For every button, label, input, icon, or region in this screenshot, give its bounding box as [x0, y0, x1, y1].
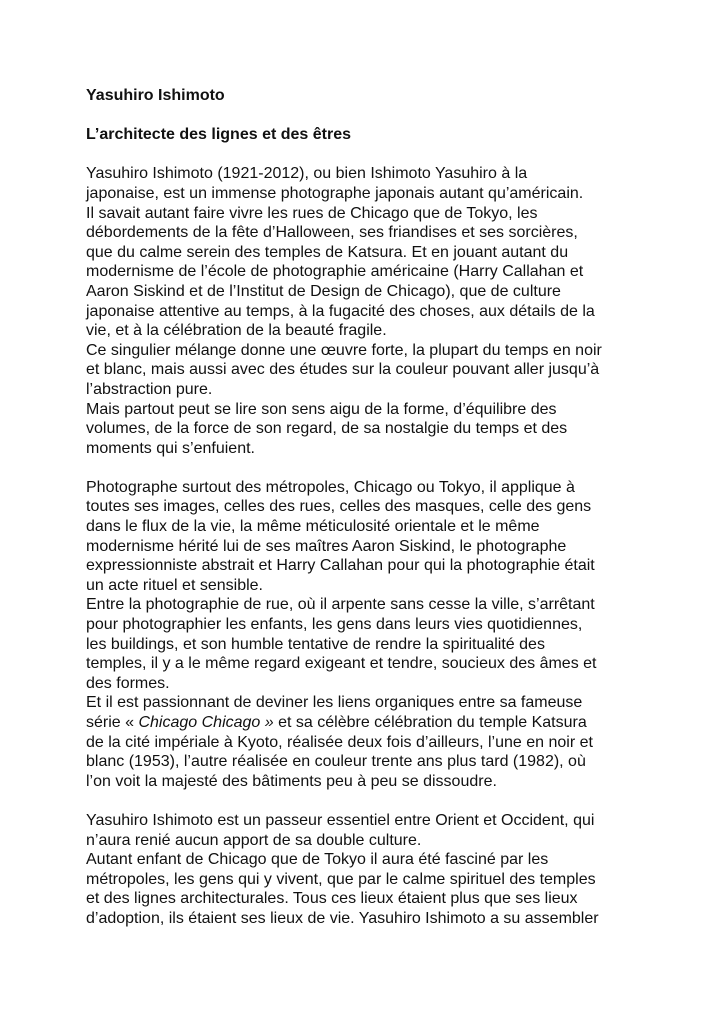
text-line: modernisme hérité lui de ses maîtres Aaron Siskind, le photographe: [86, 537, 567, 555]
paragraph: [86, 400, 646, 459]
text-line: un acte rituel et sensible.: [86, 576, 263, 594]
text-line: et des lignes architecturales. Tous ces lieux étaient plus que ses lieux: [86, 890, 578, 908]
text-line: blanc (1953), l’autre réalisée en couleur trente ans plus tard (1982), où: [86, 753, 586, 771]
document-title: Yasuhiro Ishimoto: [86, 87, 225, 104]
text-line: des formes.: [86, 674, 170, 692]
paragraph: [86, 164, 646, 340]
document-subtitle: L’architecte des lignes et des êtres: [86, 126, 352, 144]
text-line: moments qui s’enfuient.: [86, 439, 255, 457]
text-line: modernisme de l’école de photographie américaine (Harry Callahan et: [86, 263, 584, 281]
paragraph: [86, 341, 646, 400]
text-line: l’on voit la majesté des bâtiments peu à peu se dissoudre.: [86, 772, 497, 790]
text-line: débordements de la fête d’Halloween, ses friandises et ses sorcières,: [86, 224, 578, 242]
text-line: Yasuhiro Ishimoto est un passeur essentiel entre Orient et Occident, qui: [86, 811, 595, 829]
section-3: [86, 811, 646, 929]
text-line: pour photographier les enfants, les gens dans leurs vies quotidiennes,: [86, 616, 583, 634]
text-line: dans le flux de la vie, la même méticulosité orientale et le même: [86, 518, 540, 536]
text-line: n’aura renié aucun apport de sa double culture.: [86, 831, 422, 849]
paragraph: [86, 693, 646, 791]
text-line: Mais partout peut se lire son sens aigu de la forme, d’équilibre des: [86, 400, 557, 418]
text-line: japonaise attentive au temps, à la fugacité des choses, aux détails de la: [86, 302, 595, 320]
text-line: expressionniste abstrait et Harry Callahan pour qui la photographie était: [86, 557, 595, 575]
text-line: Aaron Siskind et de l’Institut de Design de Chicago), que de culture: [86, 282, 561, 300]
text-line: temples, il y a le même regard exigeant et tendre, soucieux des âmes et: [86, 655, 597, 673]
paragraph: [86, 811, 646, 850]
text-line: Ce singulier mélange donne une œuvre forte, la plupart du temps en noir: [86, 341, 602, 359]
text-line-with-italic: [86, 713, 646, 733]
text-line: toutes ses images, celles des rues, celles des masques, celle des gens: [86, 498, 592, 516]
text-line: Photographe surtout des métropoles, Chicago ou Tokyo, il applique à: [86, 478, 575, 496]
text-line: volumes, de la force de son regard, de sa nostalgie du temps et des: [86, 420, 568, 438]
document-page: [86, 86, 646, 929]
text-line: métropoles, les gens qui y vivent, que par le calme spirituel des temples: [86, 870, 596, 888]
text-line: Et il est passionnant de deviner les liens organiques entre sa fameuse: [86, 694, 583, 712]
section-1: [86, 164, 646, 458]
text-segment: série «: [86, 714, 139, 731]
text-segment: et sa célèbre célébration du temple Katsura: [273, 714, 587, 731]
text-line: Il savait autant faire vivre les rues de Chicago que de Tokyo, les: [86, 204, 538, 222]
text-line: les buildings, et son humble tentative de rendre la spiritualité des: [86, 635, 545, 653]
text-line: Autant enfant de Chicago que de Tokyo il aura été fasciné par les: [86, 851, 549, 869]
text-line: Entre la photographie de rue, où il arpente sans cesse la ville, s’arrêtant: [86, 596, 595, 614]
paragraph: [86, 850, 646, 928]
italic-series-title: Chicago Chicago »: [138, 714, 274, 731]
text-line: que du calme serein des temples de Katsura. Et en jouant autant du: [86, 243, 569, 261]
paragraph: [86, 595, 646, 693]
text-line: vie, et à la célébration de la beauté fragile.: [86, 322, 387, 340]
section-2: [86, 478, 646, 792]
text-line: l’abstraction pure.: [86, 380, 213, 398]
text-line: de la cité impériale à Kyoto, réalisée deux fois d’ailleurs, l’une en noir et: [86, 733, 593, 751]
text-line: japonaise, est un immense photographe japonais autant qu’américain.: [86, 184, 584, 202]
text-line: et blanc, mais aussi avec des études sur la couleur pouvant aller jusqu’à: [86, 361, 600, 379]
paragraph: [86, 478, 646, 596]
text-line: Yasuhiro Ishimoto (1921-2012), ou bien Ishimoto Yasuhiro à la: [86, 165, 528, 183]
text-line: d’adoption, ils étaient ses lieux de vie. Yasuhiro Ishimoto a su assembler: [86, 909, 599, 927]
